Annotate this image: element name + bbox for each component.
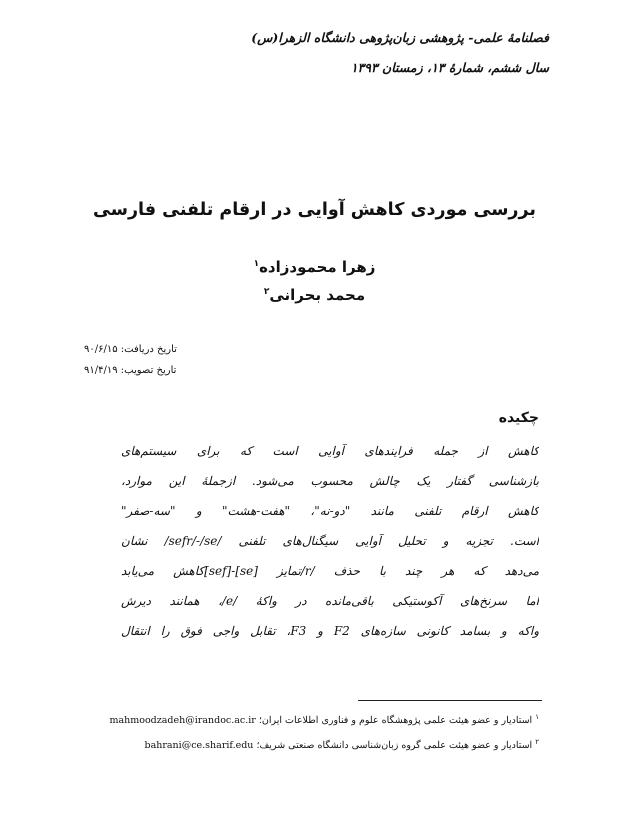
approved-date: تاریخ تصویب: ۹۱/۴/۱۹ bbox=[84, 365, 177, 376]
footnote-1 bbox=[79, 713, 539, 726]
author-1-name: زهرا محمودزاده bbox=[259, 258, 376, 276]
abstract-line: اما سرنخ‌های آکوستیکی باقی‌مانده در واکهٔ /e/، همانند دیرش bbox=[121, 594, 539, 608]
abstract-body bbox=[121, 436, 539, 646]
footnote-divider bbox=[358, 700, 542, 701]
abstract-line: بازشناسی گفتار یک چالش محسوب می‌شود. ازجملهٔ این موارد، bbox=[121, 474, 539, 488]
author-1 bbox=[0, 258, 629, 276]
abstract-line: کاهش ارقام تلفنی مانند "دو-نه"، "هفت-هشت" و "سه-صفر" bbox=[121, 504, 539, 518]
received-date: تاریخ دریافت: ۹۰/۶/۱۵ bbox=[84, 344, 177, 355]
footnote-1-mark: ۱ bbox=[535, 713, 539, 721]
author-2-name: محمد بحرانی bbox=[269, 286, 366, 304]
abstract-line: کاهش از جمله فرایندهای آوایی است که برای سیستم‌های bbox=[121, 444, 539, 458]
abstract-line: واکه و بسامد کانونی سازه‌های F2 و F3، تقابل واجی فوق را انتقال bbox=[121, 624, 539, 638]
footnote-2 bbox=[79, 738, 539, 751]
issue-info: سال ششم، شمارهٔ ۱۳، زمستان ۱۳۹۳ bbox=[350, 60, 549, 75]
footnote-1-text: استادیار و عضو هیئت علمی پژوهشگاه علوم و فناوری اطلاعات ایران؛ mahmoodzadeh@irandoc.ac.ir bbox=[109, 715, 533, 727]
paper-title: بررسی موردی کاهش آوایی در ارقام تلفنی فارسی bbox=[93, 200, 536, 220]
author-2-mark: ۲ bbox=[263, 287, 270, 297]
footnote-2-text: استادیار و عضو هیئت علمی گروه زبان‌شناسی دانشگاه صنعتی شریف؛ bahrani@ce.sharif.edu bbox=[144, 740, 533, 752]
abstract-line: است. تجزیه و تحلیل آوایی سیگنال‌های تلفنی /sefr/-/se/ نشان bbox=[121, 534, 539, 548]
abstract-heading: چکیده bbox=[498, 410, 539, 426]
footnote-2-mark: ۲ bbox=[535, 738, 539, 746]
abstract-line: می‌دهد که هر چند با حذف /r/تمایز [se]-[sef]کاهش می‌یابد bbox=[121, 564, 539, 578]
author-1-mark: ۱ bbox=[253, 259, 260, 269]
author-2 bbox=[0, 286, 629, 304]
journal-name: فصلنامهٔ علمی- پژوهشی زبان‌پژوهی دانشگاه الزهرا(س) bbox=[251, 30, 549, 45]
